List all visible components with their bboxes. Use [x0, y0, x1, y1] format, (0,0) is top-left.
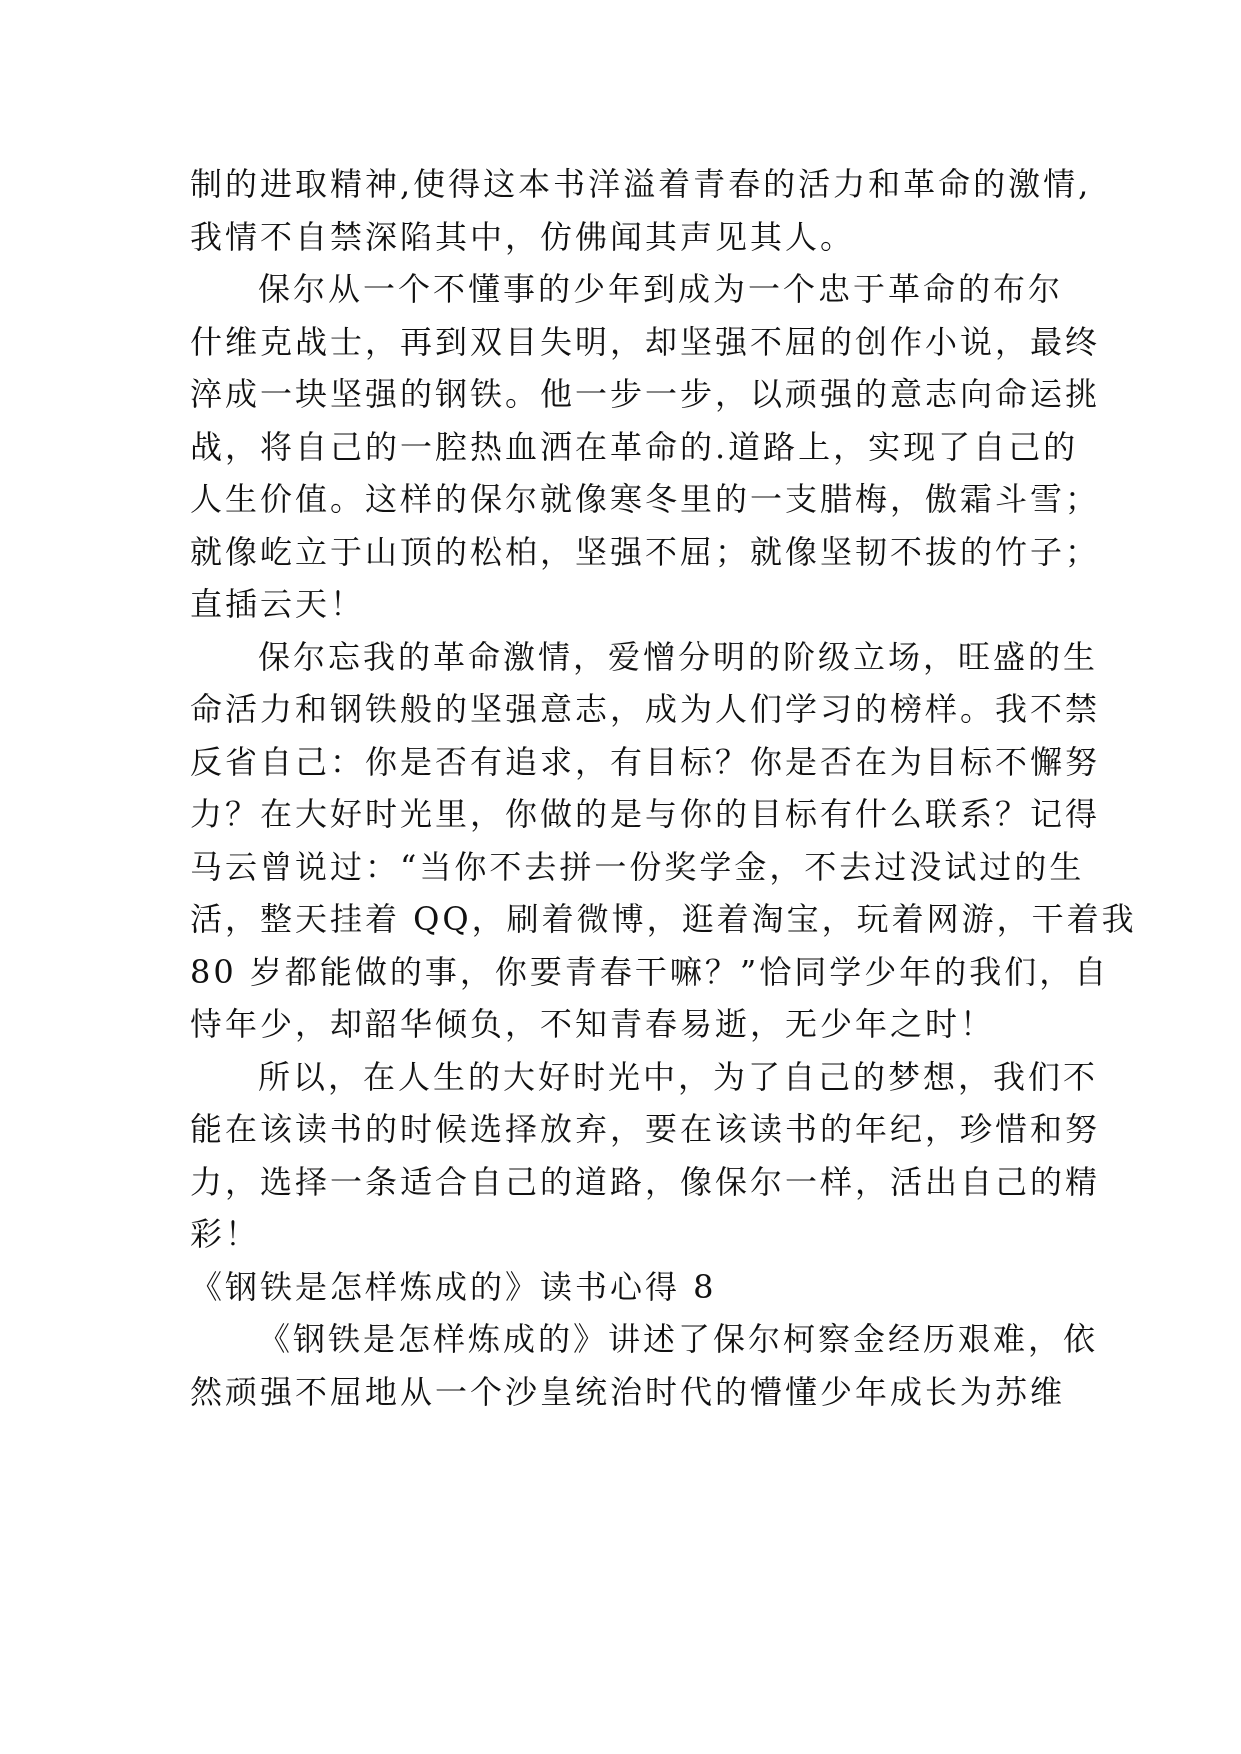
- text-line: 马云曾说过：“当你不去拼一份奖学金，不去过没试过的生: [190, 847, 1085, 886]
- text-line: 战，将自己的一腔热血洒在革命的.道路上，实现了自己的: [190, 427, 1079, 466]
- text-line: 所以，在人生的大好时光中，为了自己的梦想，我们不: [258, 1057, 1099, 1096]
- text-line: 彩！: [190, 1215, 261, 1253]
- text-line: 反省自己：你是否有追求，有目标？你是否在为目标不懈努: [190, 742, 1101, 781]
- text-line: 《钢铁是怎样炼成的》讲述了保尔柯察金经历艰难，依: [258, 1320, 1099, 1358]
- text-line: 制的进取精神,使得这本书洋溢着青春的活力和革命的激情,: [190, 165, 1092, 203]
- text-line: 就像屹立于山顶的松柏，坚强不屈；就像坚韧不拔的竹子；: [190, 532, 1101, 571]
- text-line: 什维克战士，再到双目失明，却坚强不屈的创作小说，最终: [190, 322, 1101, 361]
- text-line: 《钢铁是怎样炼成的》读书心得 8: [190, 1267, 717, 1306]
- text-line: 恃年少，却韶华倾负，不知青春易逝，无少年之时！: [190, 1005, 996, 1043]
- text-line: 淬成一块坚强的钢铁。他一步一步，以顽强的意志向命运挑: [190, 375, 1101, 413]
- text-line: 保尔忘我的革命激情，爱憎分明的阶级立场，旺盛的生: [258, 637, 1099, 676]
- text-line: 然顽强不屈地从一个沙皇统治时代的懵懂少年成长为苏维: [190, 1372, 1066, 1411]
- document-body: [190, 158, 1137, 1418]
- text-line: 力，选择一条适合自己的道路，像保尔一样，活出自己的精: [190, 1162, 1101, 1201]
- text-line: 直插云天！: [190, 585, 366, 623]
- text-line: 我情不自禁深陷其中，仿佛闻其声见其人。: [190, 217, 856, 256]
- text-line: 80 岁都能做的事，你要青春干嘛？”恰同学少年的我们，自: [190, 952, 1110, 991]
- text-line: 活，整天挂着 QQ，刷着微博，逛着淘宝，玩着网游，干着我: [190, 900, 1137, 938]
- text-line: 保尔从一个不懂事的少年到成为一个忠于革命的布尔: [258, 270, 1064, 308]
- text-line: 能在该读书的时候选择放弃，要在该读书的年纪，珍惜和努: [190, 1110, 1101, 1148]
- text-line: 人生价值。这样的保尔就像寒冬里的一支腊梅，傲霜斗雪；: [190, 480, 1101, 518]
- text-line: 命活力和钢铁般的坚强意志，成为人们学习的榜样。我不禁: [190, 690, 1101, 728]
- text-line: 力？在大好时光里，你做的是与你的目标有什么联系？记得: [190, 795, 1101, 833]
